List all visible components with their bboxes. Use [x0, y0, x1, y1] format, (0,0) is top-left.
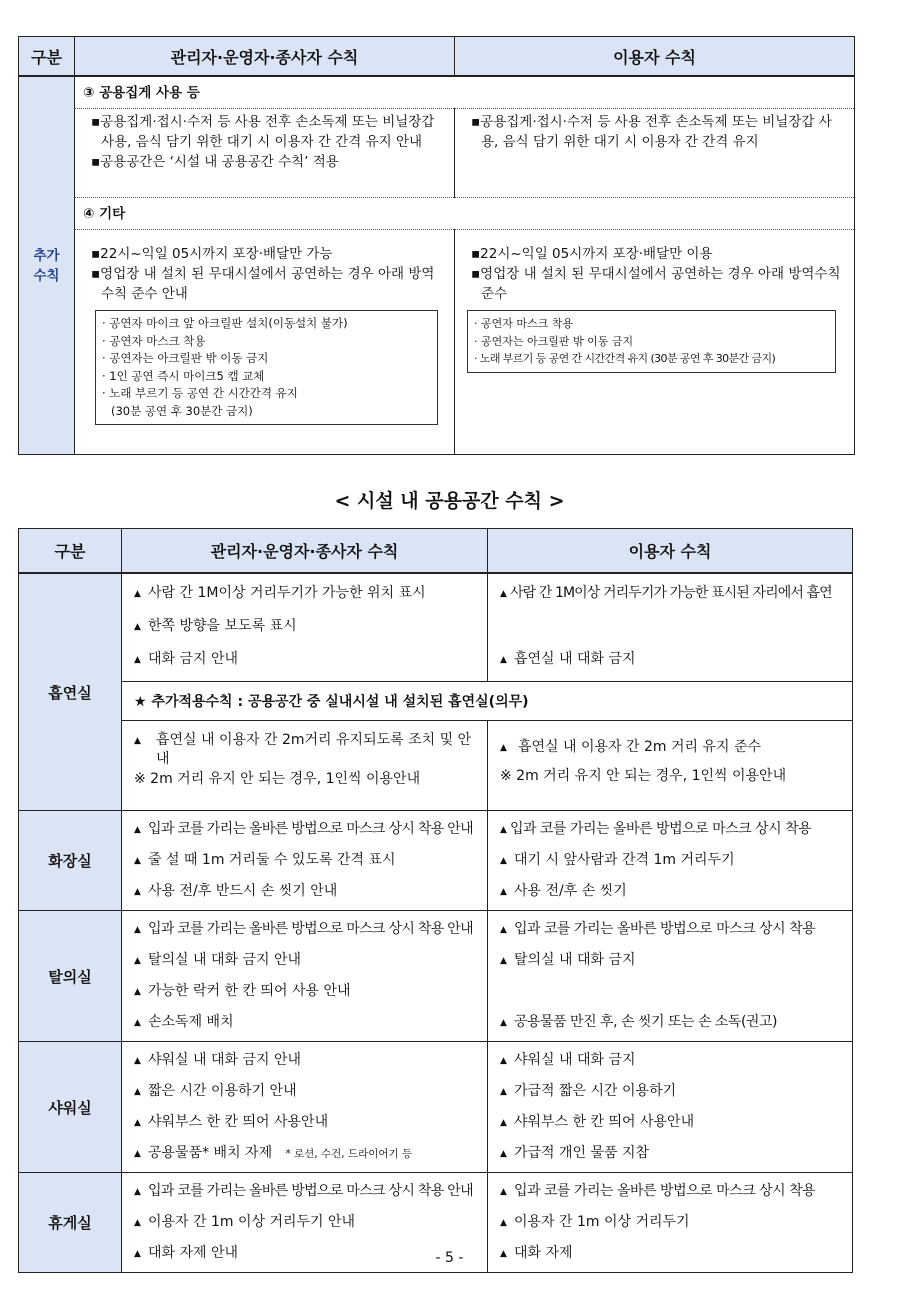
table1-header-user: 이용자 수칙	[455, 37, 855, 77]
smoking-user-extra-cell	[488, 721, 853, 811]
bullet-triangle-icon: ▲	[134, 1187, 141, 1197]
table-row	[19, 811, 853, 911]
rule-line: ▲ 사람 간 1M이상 거리두기가 가능한 위치 표시	[134, 578, 477, 609]
rule-line: ▲ 손소독제 배치	[134, 1007, 477, 1038]
row-category-shower-room: 샤워실	[19, 1042, 122, 1173]
rule-line: ▲ 대기 시 앞사람과 간격 1m 거리두기	[500, 845, 842, 876]
bullet-triangle-icon: ▲	[500, 1087, 507, 1097]
section3-manager-item: ▪공용집게·접시·수저 등 사용 전후 손소독제 또는 비닐장갑 사용, 음식 담기 위한 대기 시 이용자 간 간격 유지 안내	[91, 114, 435, 150]
table2-header-user: 이용자 수칙	[488, 529, 853, 574]
box-line: · 공연자 마스크 착용	[102, 333, 206, 348]
bullet-triangle-icon: ▲	[500, 1056, 507, 1066]
bullet-triangle-icon: ▲	[500, 925, 507, 935]
rule-line: ▲ 샤워실 내 대화 금지	[500, 1045, 842, 1076]
bullet-triangle-icon: ▲	[500, 856, 507, 866]
bullet-triangle-icon: ▲	[500, 589, 507, 599]
table1-category-label: 추가 수칙	[33, 247, 60, 284]
rule-line: ▲ 입과 코를 가리는 올바른 방법으로 마스크 상시 착용	[500, 1176, 842, 1207]
bullet-triangle-icon: ▲	[500, 655, 507, 665]
section4-user-item: ▪영업장 내 설치 된 무대시설에서 공연하는 경우 아래 방역수칙 준수	[471, 266, 841, 302]
section3-user-item: ▪공용집게·접시·수저 등 사용 전후 손소독제 또는 비닐장갑 사용, 음식 담기 위한 대기 시 이용자 간 간격 유지	[471, 114, 832, 150]
row-category-restroom: 화장실	[19, 811, 122, 911]
smoking-manager-extra-cell	[122, 721, 488, 811]
locker-user-cell	[488, 911, 853, 1042]
bullet-triangle-icon: ▲	[134, 956, 141, 966]
table-row	[19, 1042, 853, 1173]
bullet-triangle-icon: ▲	[134, 1249, 141, 1259]
rule-note: ※ 2m 거리 유지 안 되는 경우, 1인씩 이용안내	[134, 771, 421, 787]
rule-line: ▲ 사람 간 1M이상 거리두기가 가능한 표시된 자리에서 흡연	[500, 578, 842, 609]
bullet-triangle-icon: ▲	[500, 1018, 507, 1028]
bullet-triangle-icon: ▲	[500, 956, 507, 966]
bullet-triangle-icon: ▲	[500, 1249, 507, 1259]
bullet-triangle-icon: ▲	[500, 1149, 507, 1159]
bullet-triangle-icon: ▲	[134, 1218, 141, 1228]
bullet-triangle-icon: ▲	[134, 1087, 141, 1097]
rule-line: ▲ 대화 자제	[500, 1238, 842, 1269]
rule-line: ▲ 가급적 짧은 시간 이용하기	[500, 1076, 842, 1107]
rule-line: ▲ 입과 코를 가리는 올바른 방법으로 마스크 상시 착용	[500, 814, 842, 845]
box-line: (30분 공연 후 30분간 금지)	[111, 403, 253, 418]
bullet-triangle-icon: ▲	[134, 736, 141, 746]
rule-line: ▲ 탈의실 내 대화 금지	[500, 945, 842, 976]
additional-rules-table	[18, 36, 855, 455]
section3-manager-cell	[75, 109, 455, 198]
section4-manager-cell	[75, 230, 455, 455]
bullet-triangle-icon: ▲	[134, 1056, 141, 1066]
rule-note: ※ 2m 거리 유지 안 되는 경우, 1인씩 이용안내	[500, 768, 787, 784]
bullet-triangle-icon: ▲	[134, 589, 141, 599]
table1-category	[19, 76, 75, 455]
page-number: - 5 -	[435, 1250, 464, 1266]
rule-line: ▲ 샤워부스 한 칸 띄어 사용안내	[500, 1107, 842, 1138]
table2-header-category: 구분	[19, 529, 122, 574]
box-line: · 공연자는 아크릴판 밖 이동 금지	[474, 334, 634, 348]
restroom-user-cell	[488, 811, 853, 911]
section4-manager-item: ▪22시~익일 05시까지 포장·배달만 가능	[91, 246, 333, 262]
performer-rules-box-user	[467, 310, 836, 373]
extra-rule-banner: ★ 추가적용수칙 : 공용공간 중 실내시설 내 설치된 흡연실(의무)	[122, 682, 853, 721]
rule-line: ▲ 가급적 개인 물품 지참	[500, 1138, 842, 1169]
rule-line: ▲ 입과 코를 가리는 올바른 방법으로 마스크 상시 착용	[500, 914, 842, 945]
rule-line: ▲ 대화 금지 안내	[134, 644, 477, 675]
rule-line: ▲ 공용물품 만진 후, 손 씻기 또는 손 소독(권고)	[500, 1007, 842, 1038]
rule-line: ▲ 흡연실 내 이용자 간 2m 거리 유지 준수	[500, 733, 842, 762]
rule-line: ▲ 짧은 시간 이용하기 안내	[134, 1076, 477, 1107]
smoking-user-cell	[488, 573, 853, 682]
box-line: · 공연자 마스크 착용	[474, 317, 573, 330]
rule-line: ▲ 샤워실 내 대화 금지 안내	[134, 1045, 477, 1076]
section-title: < 시설 내 공용공간 수칙 >	[334, 490, 565, 512]
table2-header-row	[19, 529, 853, 574]
bullet-triangle-icon: ▲	[134, 987, 141, 997]
box-line: · 노래 부르기 등 공연 간 시간간격 유지	[102, 386, 298, 400]
rule-line: ▲ 사용 전/후 손 씻기	[500, 876, 842, 907]
row-category-lounge: 휴게실	[19, 1173, 122, 1273]
rule-line: ▲ 탈의실 내 대화 금지 안내	[134, 945, 477, 976]
rule-line: ▲ 입과 코를 가리는 올바른 방법으로 마스크 상시 착용 안내	[134, 814, 477, 845]
rule-line: ▲ 사용 전/후 반드시 손 씻기 안내	[134, 876, 477, 907]
bullet-triangle-icon: ▲	[500, 1118, 507, 1128]
bullet-triangle-icon: ▲	[500, 1218, 507, 1228]
section4-user-cell	[455, 230, 855, 455]
section3-title: ③ 공용집게 사용 등	[75, 76, 855, 109]
bullet-triangle-icon: ▲	[500, 743, 507, 753]
table-row	[19, 573, 853, 682]
rule-line: ▲ 이용자 간 1m 이상 거리두기	[500, 1207, 842, 1238]
rule-line: ▲ 입과 코를 가리는 올바른 방법으로 마스크 상시 착용 안내	[134, 914, 477, 945]
section4-user-item: ▪22시~익일 05시까지 포장·배달만 이용	[471, 246, 713, 262]
bullet-triangle-icon: ▲	[134, 655, 141, 665]
table1-header-row	[19, 37, 855, 77]
shower-note: * 로션, 수건, 드라이어기 등	[285, 1148, 413, 1160]
rule-line: ▲ 대화 자제 안내	[134, 1238, 477, 1269]
rule-line-empty	[500, 609, 842, 644]
box-line: · 공연자는 아크릴판 밖 이동 금지	[102, 351, 269, 365]
shower-user-cell	[488, 1042, 853, 1173]
box-line: · 노래 부르기 등 공연 간 시간간격 유지 (30분 공연 후 30분간 금지)	[474, 352, 776, 365]
performer-rules-box	[95, 310, 438, 425]
row-category-smoking: 흡연실	[19, 573, 122, 811]
section4-manager-item: ▪영업장 내 설치 된 무대시설에서 공연하는 경우 아래 방역 수칙 준수 안내	[91, 266, 435, 302]
restroom-manager-cell	[122, 811, 488, 911]
bullet-triangle-icon: ▲	[500, 825, 507, 835]
rule-line: ▲ 흡연실 내 대화 금지	[500, 644, 842, 675]
table-row	[19, 911, 853, 1042]
smoking-manager-cell	[122, 573, 488, 682]
rule-line: ▲ 가능한 락커 한 칸 띄어 사용 안내	[134, 976, 477, 1007]
common-space-rules-table	[18, 528, 853, 1273]
shower-manager-cell	[122, 1042, 488, 1173]
bullet-triangle-icon: ▲	[134, 1018, 141, 1028]
box-line: · 공연자 마이크 앞 아크릴판 설치(이동설치 불가)	[102, 316, 348, 330]
bullet-triangle-icon: ▲	[134, 925, 141, 935]
rule-line-empty	[500, 976, 842, 1007]
rule-line: ▲ 샤워부스 한 칸 띄어 사용안내	[134, 1107, 477, 1138]
section3-manager-item: ▪공용공간은 ‘시설 내 공용공간 수칙’ 적용	[91, 154, 339, 170]
rule-line: ▲ 공용물품* 배치 자제 * 로션, 수건, 드라이어기 등	[134, 1138, 477, 1169]
row-category-locker-room: 탈의실	[19, 911, 122, 1042]
table1-header-manager: 관리자·운영자·종사자 수칙	[75, 37, 455, 77]
box-line: · 1인 공연 즉시 마이크5 캡 교체	[102, 368, 265, 383]
section3-user-cell	[455, 109, 855, 198]
bullet-triangle-icon: ▲	[500, 1187, 507, 1197]
bullet-triangle-icon: ▲	[500, 887, 507, 897]
table2-header-manager: 관리자·운영자·종사자 수칙	[122, 529, 488, 574]
section4-title: ④ 기타	[75, 198, 855, 230]
bullet-triangle-icon: ▲	[134, 825, 141, 835]
bullet-triangle-icon: ▲	[134, 622, 141, 632]
bullet-triangle-icon: ▲	[134, 887, 141, 897]
bullet-triangle-icon: ▲	[134, 1149, 141, 1159]
bullet-triangle-icon: ▲	[134, 1118, 141, 1128]
locker-manager-cell	[122, 911, 488, 1042]
rule-line: ▲ 흡연실 내 이용자 간 2m거리 유지되도록 조치 및 안내	[134, 732, 472, 767]
table1-header-category: 구분	[19, 37, 75, 77]
rule-line: ▲ 이용자 간 1m 이상 거리두기 안내	[134, 1207, 477, 1238]
bullet-triangle-icon: ▲	[134, 856, 141, 866]
rule-line: ▲ 줄 설 때 1m 거리둘 수 있도록 간격 표시	[134, 845, 477, 876]
rule-line: ▲ 한쪽 방향을 보도록 표시	[134, 609, 477, 644]
rule-line: ▲ 입과 코를 가리는 올바른 방법으로 마스크 상시 착용 안내	[134, 1176, 477, 1207]
